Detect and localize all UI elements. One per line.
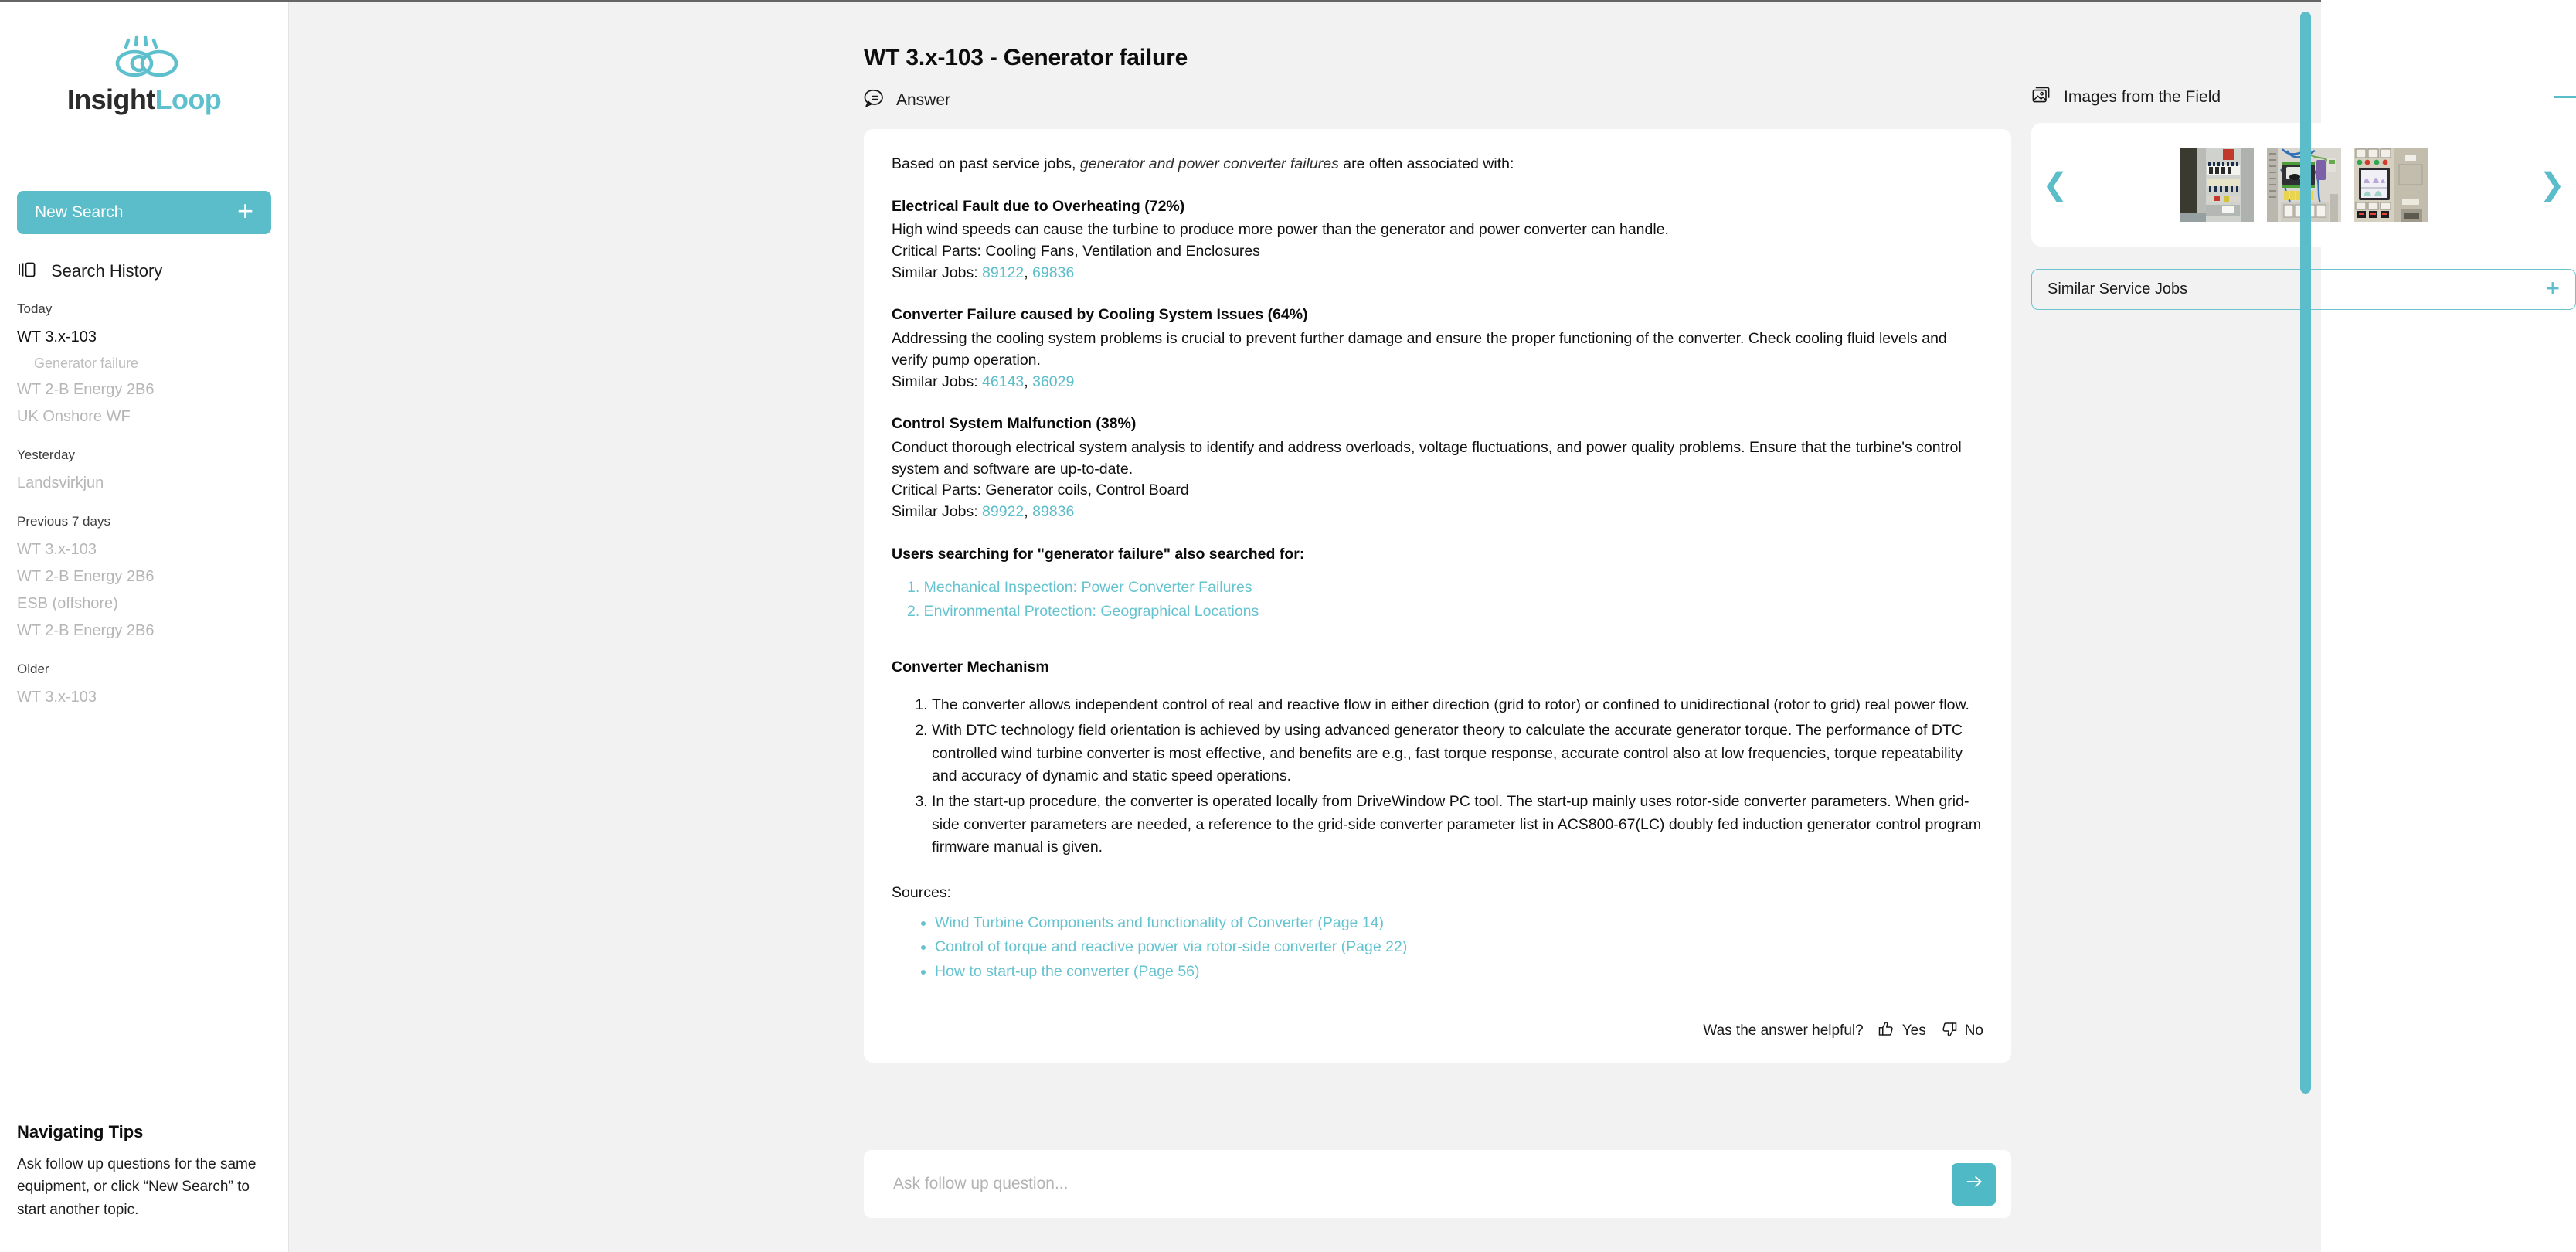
section-similar-jobs [892, 502, 1983, 523]
speech-bubble-answer-icon [864, 87, 885, 113]
also-searched-list [892, 576, 1983, 622]
similar-job-link[interactable]: 36029 [1032, 373, 1075, 390]
history-group-title: Previous 7 days [17, 514, 110, 529]
history-group-title: Older [17, 662, 49, 676]
feedback-question: Was the answer helpful? [1703, 1022, 1864, 1039]
plus-icon: + [236, 195, 253, 226]
chevron-right-icon[interactable]: ❯ [2539, 168, 2565, 202]
mechanism-item: 2. With DTC technology field orientation is achieved by using advanced generator theory to calculate the accurate generator torque. The performance of DTC controlled wind turbine converter is most effective, and benefits are e.g., fast torque response, accurate control also at low frequencies, torque repeatability and accuracy of dynamic and static speed operations. [932, 720, 1983, 788]
eye-loop-logo-icon [94, 36, 195, 82]
failure-section-electrical-fault [892, 196, 1983, 284]
converter-mechanism-heading: Converter Mechanism [892, 658, 1049, 675]
source-link[interactable]: • Control of torque and reactive power via rotor-side converter (Page 22) [935, 935, 1983, 960]
brand-name-first: Insight [66, 83, 155, 115]
followup-question-input[interactable] [892, 1174, 1952, 1194]
history-group [17, 447, 271, 497]
send-question-button[interactable] [1952, 1163, 1996, 1206]
images-panel-title-group [2031, 85, 2221, 109]
similar-jobs-separator: , [1024, 502, 1033, 520]
page-scrollbar-track[interactable] [2300, 0, 2311, 1252]
history-item-wt2b-energy-2b6-today[interactable]: WT 2-B Energy 2B6 [17, 381, 155, 398]
section-description: Addressing the cooling system problems is crucial to prevent further damage and ensure the proper functioning of the converter. Check cooling fluid levels and verify pump operation. [892, 330, 1947, 369]
search-history-toggle[interactable] [0, 258, 288, 284]
history-item-wt2b-energy-2b6-prev7-a[interactable]: WT 2-B Energy 2B6 [17, 568, 155, 585]
answer-intro-prefix: Based on past service jobs, [892, 155, 1080, 172]
history-item-uk-onshore-wf[interactable]: UK Onshore WF [17, 408, 131, 425]
feedback-no-label: No [1964, 1022, 1983, 1039]
critical-parts-value: Generator coils, Control Board [985, 481, 1189, 499]
source-link[interactable]: • How to start-up the converter (Page 56) [935, 960, 1983, 985]
thumbs-down-icon [1940, 1020, 1958, 1043]
page-title: WT 3.x-103 - Generator failure [864, 45, 1188, 71]
section-similar-jobs [892, 372, 1983, 393]
critical-parts-label: Critical Parts: [892, 481, 986, 499]
section-critical-parts [892, 480, 1983, 502]
similar-job-link[interactable]: 89922 [982, 502, 1025, 520]
similar-jobs-separator: , [1024, 264, 1033, 281]
answer-label-row [864, 87, 950, 113]
history-group [17, 662, 271, 711]
answer-intro-emphasis: generator and power converter failures [1079, 155, 1339, 172]
also-searched-item[interactable]: 1. Mechanical Inspection: Power Converter Failures [907, 579, 1252, 597]
similar-jobs-label: Similar Jobs: [892, 264, 983, 281]
similar-jobs-separator: , [1024, 373, 1033, 390]
followup-question-bar [864, 1150, 2011, 1218]
similar-jobs-label: Similar Jobs: [892, 502, 983, 520]
history-item-wt2b-energy-2b6-prev7-b[interactable]: WT 2-B Energy 2B6 [17, 622, 155, 639]
section-description: Conduct thorough electrical system analysis to identify and address overloads, voltage fluctuations, and power quality problems. Ensure that the turbine's control system and software are up-to-date. [892, 438, 1962, 478]
history-item-landsvirkjun[interactable]: Landsvirkjun [17, 475, 104, 492]
navigating-tips [0, 1122, 288, 1252]
history-item-wt3x103-prev7[interactable]: WT 3.x-103 [17, 541, 97, 558]
answer-label: Answer [896, 90, 951, 109]
main-content [289, 0, 2565, 1252]
sources-heading: Sources: [892, 883, 951, 901]
section-critical-parts [892, 241, 1983, 263]
new-search-button[interactable] [17, 191, 271, 234]
section-description: High wind speeds can cause the turbine to produce more power than the generator and power converter can handle. [892, 221, 1669, 239]
mechanism-item: 1. The converter allows independent control of real and reactive flow in either direction (grid to rotor) or confined to unidirectional (rotor to grid) real power flow. [932, 694, 1983, 717]
section-heading: Converter Failure caused by Cooling System Issues (64%) [892, 306, 1308, 324]
similar-job-link[interactable]: 69836 [1032, 264, 1075, 281]
also-searched-heading: Users searching for "generator failure" also searched for: [892, 545, 1305, 563]
failure-section-control-system [892, 413, 1983, 522]
history-item-generator-failure[interactable]: Generator failure [34, 356, 139, 371]
history-item-wt3x103-today[interactable]: WT 3.x-103 [17, 328, 97, 345]
image-icon [2031, 85, 2051, 109]
answer-card [864, 129, 2011, 1063]
answer-intro [892, 154, 1983, 175]
new-search-label: New Search [35, 203, 124, 221]
feedback-yes-label: Yes [1901, 1022, 1926, 1039]
panel-toggle-icon [17, 260, 37, 284]
navigating-tips-body: Ask follow up questions for the same equipment, or click “New Search” to start another topic. [17, 1155, 257, 1218]
similar-job-link[interactable]: 46143 [982, 373, 1025, 390]
chevron-left-icon[interactable]: ❮ [2042, 168, 2068, 202]
answer-body [892, 154, 1983, 985]
history-item-wt3x103-older[interactable]: WT 3.x-103 [17, 689, 97, 706]
history-item-esb-offshore[interactable]: ESB (offshore) [17, 595, 118, 612]
field-image-thumbnail-3[interactable] [2354, 148, 2428, 222]
arrow-right-icon [1964, 1172, 1984, 1197]
section-heading: Control System Malfunction (38%) [892, 415, 1137, 433]
critical-parts-label: Critical Parts: [892, 243, 986, 260]
feedback-no-button[interactable] [1940, 1020, 1983, 1043]
navigating-tips-heading: Navigating Tips [17, 1121, 144, 1141]
plus-icon: + [2545, 274, 2560, 302]
images-panel-title: Images from the Field [2064, 87, 2221, 106]
similar-job-link[interactable]: 89122 [982, 264, 1025, 281]
mechanism-item: 3. In the start-up procedure, the converter is operated locally from DriveWindow PC tool. The start-up mainly uses rotor-side converter parameters. When grid-side converter parameters are needed, a reference to the grid-side converter parameter list in ACS800-67(LC) doubly fed induction generator control program firmware manual is given. [932, 791, 1983, 859]
feedback-yes-button[interactable] [1878, 1020, 1926, 1043]
history-group-title: Yesterday [17, 447, 75, 462]
critical-parts-value: Cooling Fans, Ventilation and Enclosures [985, 243, 1260, 260]
answer-intro-suffix: are often associated with: [1338, 155, 1514, 172]
sidebar [0, 0, 289, 1252]
thumbs-up-icon [1878, 1020, 1895, 1043]
converter-mechanism-list [892, 694, 1983, 859]
history-group [17, 514, 271, 645]
similar-service-jobs-label: Similar Service Jobs [2048, 281, 2188, 298]
window-top-border [0, 0, 2321, 2]
brand-logo [0, 0, 288, 116]
feedback-row [892, 1006, 1983, 1063]
brand-name [67, 83, 221, 116]
also-searched-item[interactable]: 2. Environmental Protection: Geographical Locations [907, 602, 1259, 620]
similar-jobs-label: Similar Jobs: [892, 373, 983, 390]
field-image-thumbnail-1[interactable] [2180, 148, 2254, 222]
search-history-list[interactable] [0, 301, 288, 1122]
search-history-label: Search History [51, 261, 163, 281]
failure-section-converter-failure [892, 304, 1983, 393]
section-similar-jobs [892, 263, 1983, 284]
brand-name-second: Loop [155, 83, 222, 115]
page-scrollbar-thumb[interactable] [2300, 12, 2311, 1094]
sources-list [892, 911, 1983, 985]
history-group-title: Today [17, 301, 53, 316]
similar-job-link[interactable]: 89836 [1032, 502, 1075, 520]
history-group [17, 301, 271, 430]
minus-icon[interactable] [2554, 96, 2576, 98]
section-heading: Electrical Fault due to Overheating (72%) [892, 197, 1185, 215]
source-link[interactable]: • Wind Turbine Components and functionality of Converter (Page 14) [935, 911, 1983, 936]
